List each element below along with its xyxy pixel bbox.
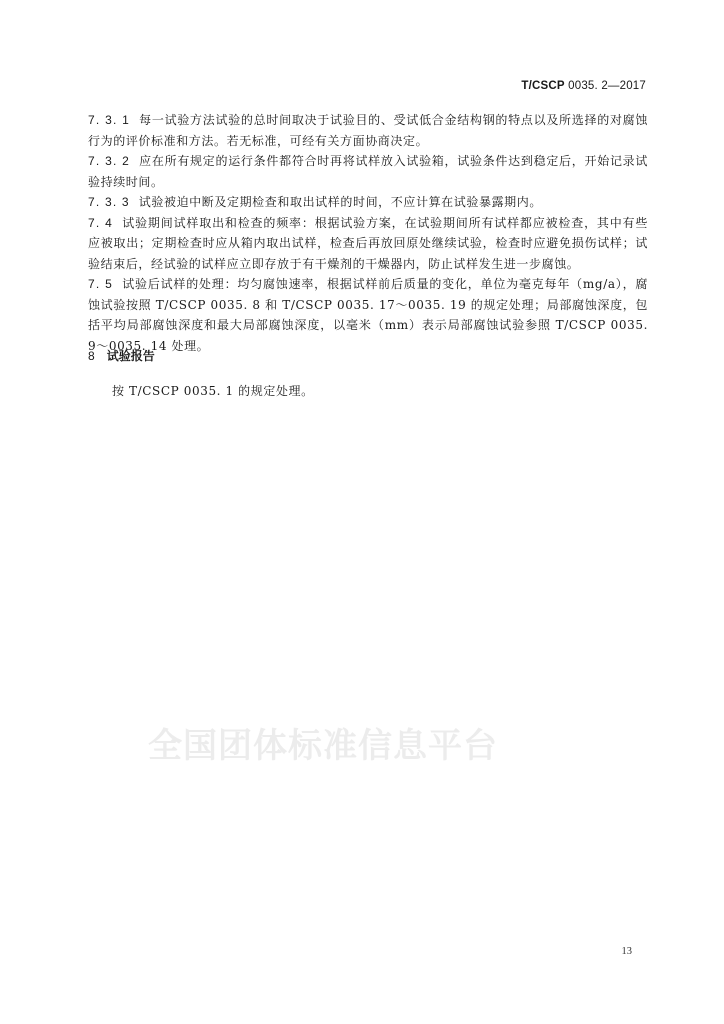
clause-7-4 xyxy=(88,213,648,275)
clause-7-5 xyxy=(88,274,648,356)
section-body-text: 按 T/CSCP 0035. 1 的规定处理。 xyxy=(112,384,314,398)
clause-number: 7. 3. 3 xyxy=(88,195,130,209)
clause-number: 7. 3. 2 xyxy=(88,154,131,168)
header-doc-number: 0035. 2—2017 xyxy=(564,80,646,92)
page-number: 13 xyxy=(621,946,632,957)
clause-text: 试验后试样的处理：均匀腐蚀速率，根据试样前后质量的变化，单位为毫克每年（mg/a），腐蚀试验按照 T/CSCP 0035. 8 和 T/CSCP 0035. 17～0035. 19 的规定处理；局部腐蚀深度，包括平均局部腐蚀深度和最大局部腐蚀深度，以毫米（mm）表示局部腐蚀试验参照 T/CSCP 0035. 9～0035. 14 处理。 xyxy=(88,277,648,353)
clause-number: 7. 5 xyxy=(88,277,114,291)
clause-7-3-1 xyxy=(88,110,648,151)
clause-text: 应在所有规定的运行条件都符合时再将试样放入试验箱，试验条件达到稳定后，开始记录试验持续时间。 xyxy=(88,154,648,189)
watermark: 全国团体标准信息平台 xyxy=(148,726,498,766)
clause-number: 7. 3. 1 xyxy=(88,113,131,127)
clause-7-3-3 xyxy=(88,192,648,213)
clause-number: 7. 4 xyxy=(88,215,114,230)
section-heading xyxy=(88,347,155,364)
document-header xyxy=(521,80,646,92)
clause-text: 试验被迫中断及定期检查和取出试样的时间，不应计算在试验暴露期内。 xyxy=(138,195,542,209)
clause-text: 试验期间试样取出和检查的频率：根据试验方案，在试验期间所有试样都应被检查，其中有些应被取出；定期检查时应从箱内取出试样，检查后再放回原处继续试验，检查时应避免损伤试样；试验结束后，经试验的试样应立即存放于有干燥剂的干燥器内，防止试样发生进一步腐蚀。 xyxy=(88,215,648,271)
clause-7-3-2 xyxy=(88,151,648,192)
section-number: 8 xyxy=(88,349,95,363)
header-doc-prefix: T/CSCP xyxy=(521,80,565,92)
clause-text: 每一试验方法试验的总时间取决于试验目的、受试低合金结构钢的特点以及所选择的对腐蚀行为的评价标准和方法。若无标准，可经有关方面协商决定。 xyxy=(88,113,648,148)
section-title-text: 试验报告 xyxy=(106,349,155,363)
clause-body xyxy=(88,110,648,356)
